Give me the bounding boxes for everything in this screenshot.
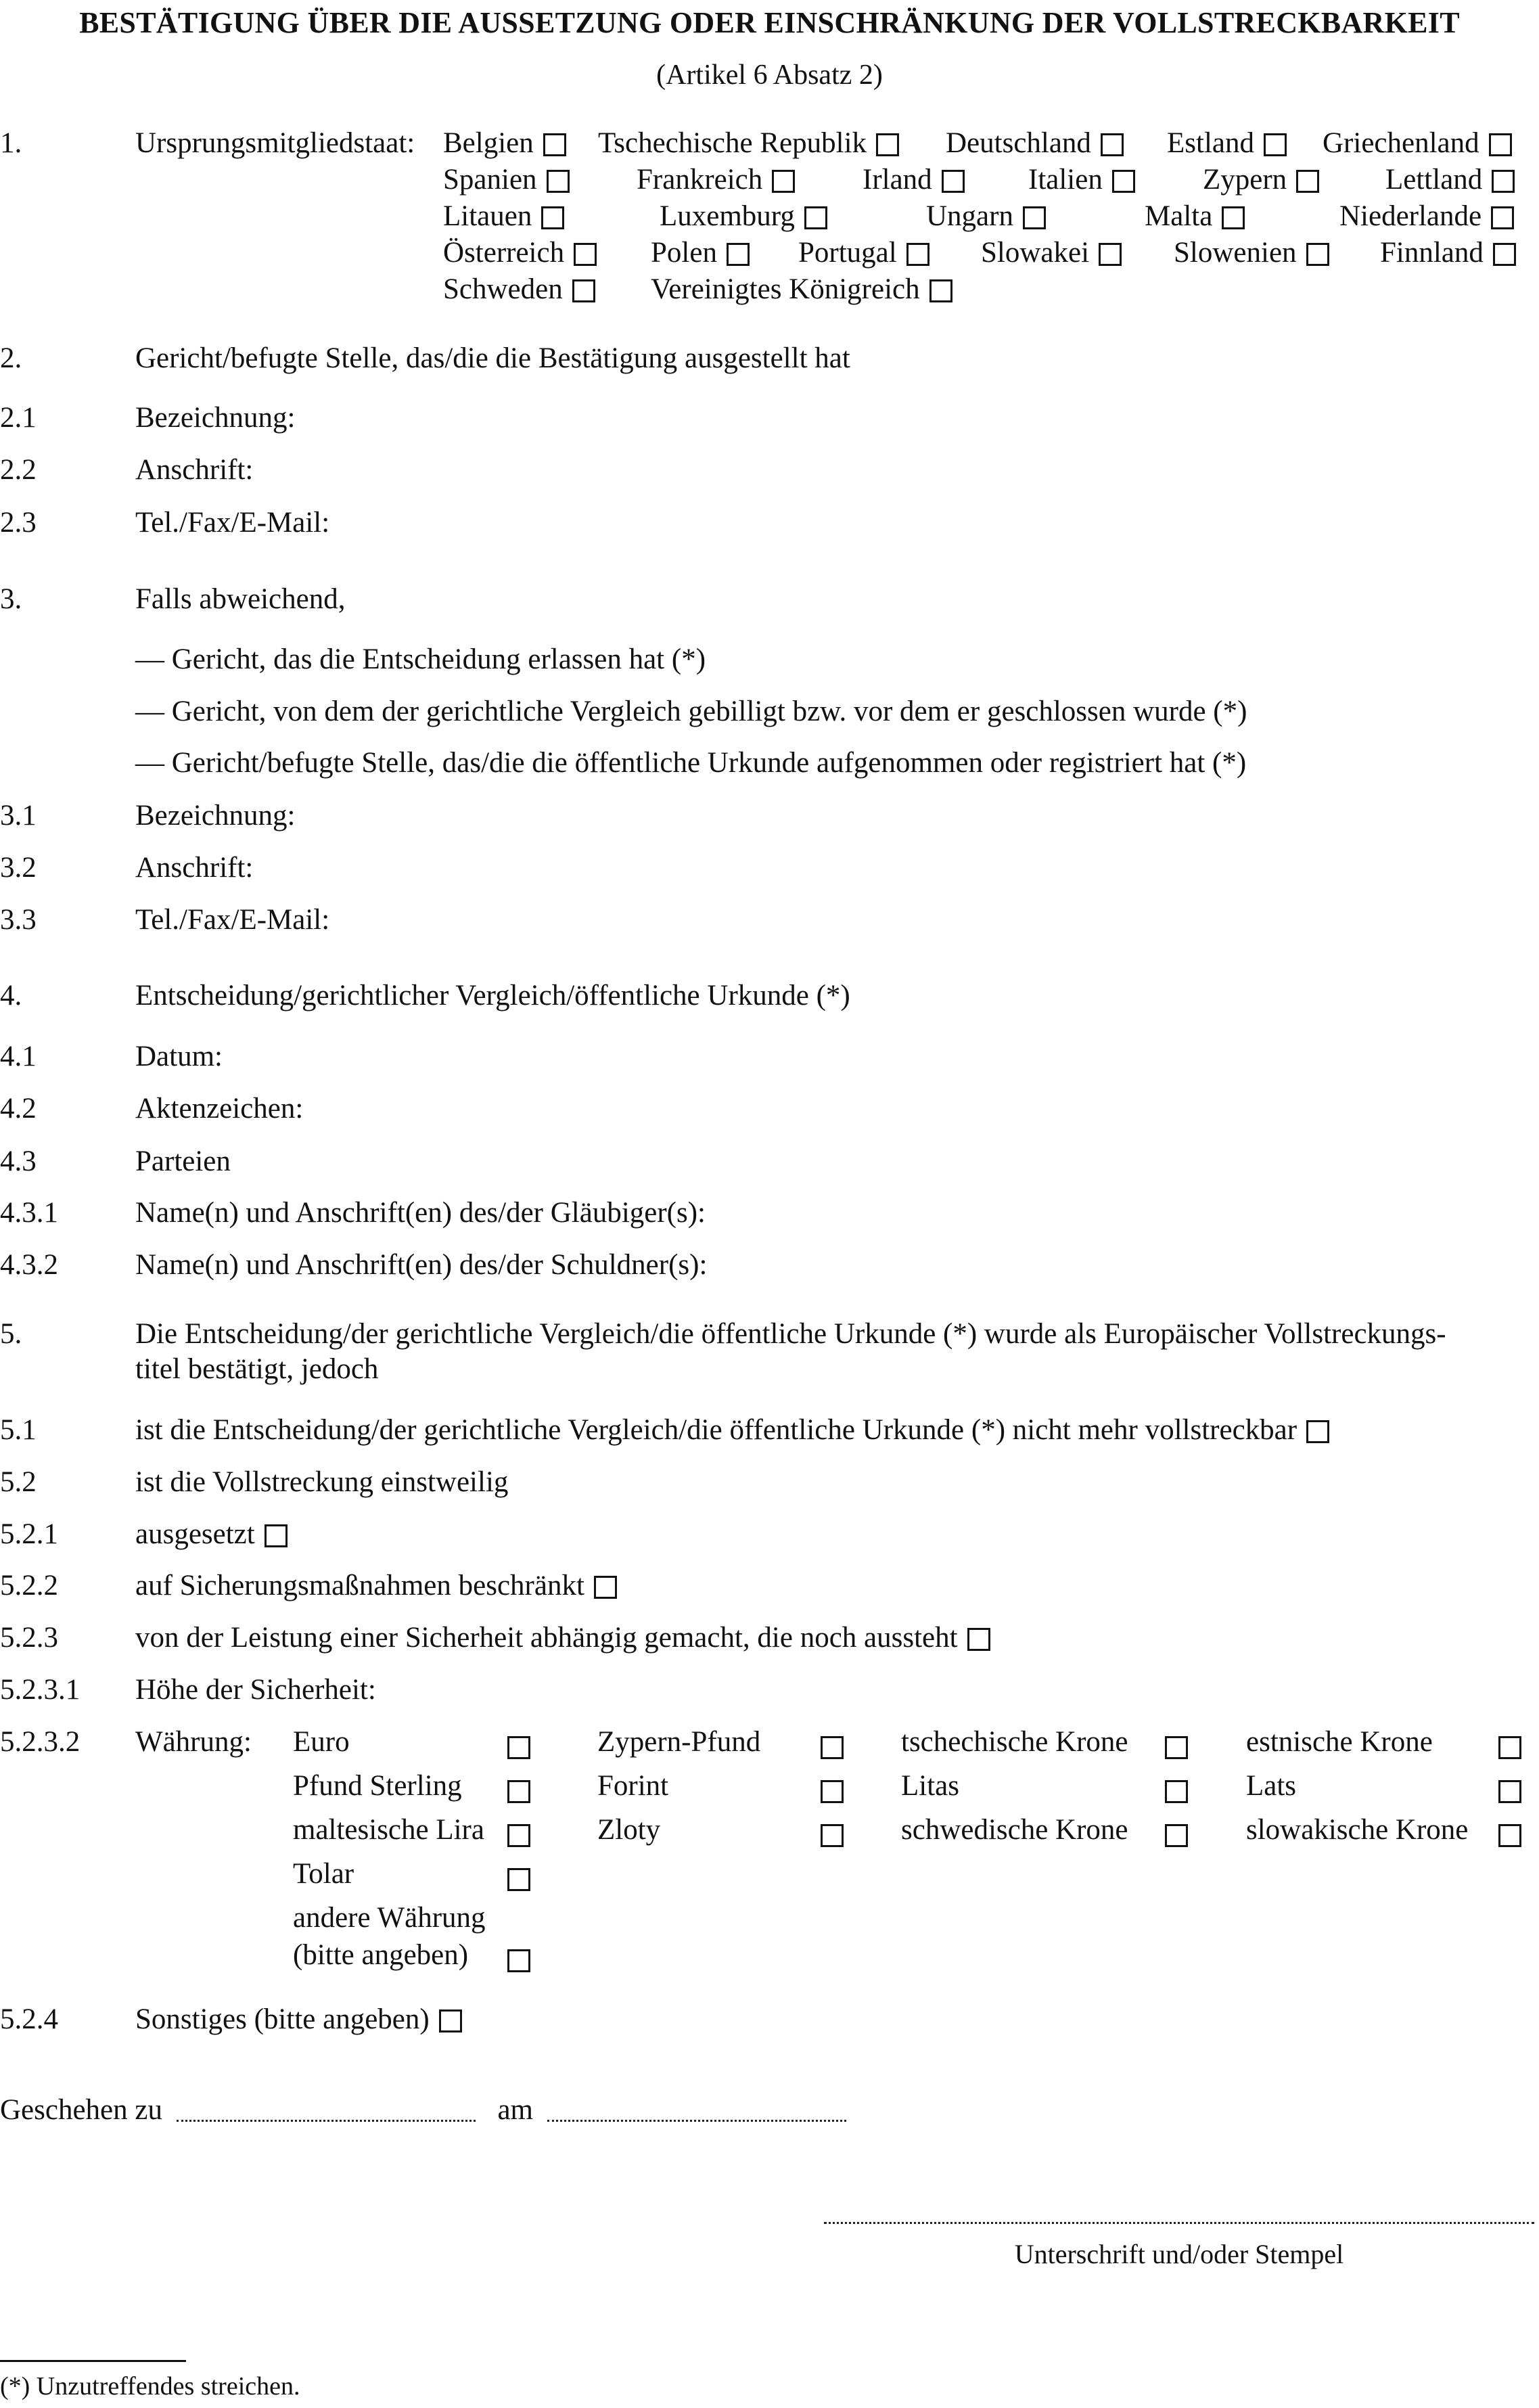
option-line[interactable] xyxy=(135,1623,990,1652)
country-option[interactable]: Finnland xyxy=(1380,238,1516,267)
footnote-divider xyxy=(0,2360,186,2362)
section-number: 1. xyxy=(0,127,22,159)
checkbox[interactable] xyxy=(1306,1420,1329,1443)
section-4-2 xyxy=(0,1094,1539,1128)
currency-option-label: Forint xyxy=(597,1770,669,1802)
checkbox[interactable] xyxy=(772,170,795,193)
country-option[interactable]: Schweden xyxy=(443,275,595,304)
currency-option-label: tschechische Krone xyxy=(901,1726,1128,1758)
field-label: Anschrift: xyxy=(135,852,254,884)
checkbox[interactable] xyxy=(929,279,952,302)
checkbox[interactable] xyxy=(1264,133,1287,156)
section-5-continued xyxy=(0,1355,1539,1388)
section-4-1 xyxy=(0,1042,1539,1076)
date-label: am xyxy=(497,2094,534,2126)
country-option[interactable]: Österreich xyxy=(443,238,597,267)
checkbox[interactable] xyxy=(1306,243,1329,266)
date-input[interactable] xyxy=(547,2095,846,2122)
section-number: 4.2 xyxy=(0,1093,37,1125)
country-option[interactable]: Malta xyxy=(1145,202,1245,231)
country-option[interactable]: Griechenland xyxy=(1323,129,1512,158)
field-label: Tel./Fax/E-Mail: xyxy=(135,507,330,539)
checkbox[interactable] xyxy=(541,206,564,229)
checkbox[interactable] xyxy=(821,1824,844,1847)
country-option[interactable]: Tschechische Republik xyxy=(598,129,899,158)
section-number: 2.1 xyxy=(0,402,37,434)
checkbox[interactable] xyxy=(821,1736,844,1759)
section-3-1 xyxy=(0,801,1539,835)
section-4-3-1 xyxy=(0,1198,1539,1232)
section-number: 3.3 xyxy=(0,904,37,936)
checkbox[interactable] xyxy=(1222,206,1245,229)
currency-option-label: Lats xyxy=(1246,1770,1297,1802)
section-number: 5.2.3.1 xyxy=(0,1674,81,1706)
currency-option-label: Zypern-Pfund xyxy=(597,1726,761,1758)
field-label: Name(n) und Anschrift(en) des/der Gläubiger(s): xyxy=(135,1197,706,1229)
currency-option-label: Tolar xyxy=(293,1858,354,1890)
checkbox[interactable] xyxy=(507,1736,530,1759)
checkbox[interactable] xyxy=(1101,133,1124,156)
section-3-3 xyxy=(0,905,1539,939)
option-label: Sonstiges (bitte angeben) xyxy=(135,2003,430,2035)
country-option[interactable]: Irland xyxy=(863,165,965,194)
document-title: BESTÄTIGUNG ÜBER DIE AUSSETZUNG ODER EINSCHRÄNKUNG DER VOLLSTRECKBARKEIT xyxy=(79,6,1460,39)
checkbox[interactable] xyxy=(727,243,750,266)
field-label: ist die Vollstreckung einstweilig xyxy=(135,1466,509,1498)
section-5-2-3-1 xyxy=(0,1675,1539,1709)
option-label: auf Sicherungsmaßnahmen beschränkt xyxy=(135,1570,584,1601)
section-number: 3.2 xyxy=(0,852,37,884)
section-number: 5.2.1 xyxy=(0,1518,58,1550)
section-number: 3. xyxy=(0,583,22,615)
checkbox[interactable] xyxy=(574,243,597,266)
checkbox[interactable] xyxy=(543,133,566,156)
currency-option-label: schwedische Krone xyxy=(901,1814,1128,1846)
country-option[interactable]: Litauen xyxy=(443,202,564,231)
section-4-3-2 xyxy=(0,1250,1539,1284)
section-heading: Falls abweichend, xyxy=(135,583,346,615)
country-option[interactable]: Deutschland xyxy=(946,129,1124,158)
section-number: 3.1 xyxy=(0,800,37,832)
currency-option-label: andere Währung xyxy=(293,1902,486,1934)
section-5-2-2 xyxy=(0,1571,1539,1605)
section-5 xyxy=(0,1319,1539,1353)
checkbox[interactable] xyxy=(1165,1736,1188,1759)
section-5-2-3 xyxy=(0,1623,1539,1657)
country-option[interactable]: Italien xyxy=(1028,165,1135,194)
section-2 xyxy=(0,344,1539,378)
section-heading: Gericht/befugte Stelle, das/die die Bestätigung ausgestellt hat xyxy=(135,342,850,374)
option-line[interactable] xyxy=(135,2005,462,2034)
country-option[interactable]: Spanien xyxy=(443,165,570,194)
footnote: (*) Unzutreffendes streichen. xyxy=(0,2372,300,2401)
currency-option-label: maltesische Lira xyxy=(293,1814,484,1846)
checkbox[interactable] xyxy=(1165,1824,1188,1847)
section-5-1 xyxy=(0,1415,1539,1449)
checkbox[interactable] xyxy=(1498,1824,1521,1847)
section-5-2-1 xyxy=(0,1520,1539,1553)
section-number: 4.3.2 xyxy=(0,1249,58,1281)
field-label: Bezeichnung: xyxy=(135,800,296,832)
checkbox[interactable] xyxy=(1491,206,1514,229)
place-input[interactable] xyxy=(177,2095,476,2122)
currency-label: Währung: xyxy=(135,1726,252,1758)
section-number: 4.3 xyxy=(0,1145,37,1177)
currency-option-label: Litas xyxy=(901,1770,959,1802)
country-option[interactable]: Zypern xyxy=(1203,165,1319,194)
section-5-2-4 xyxy=(0,2005,1539,2039)
checkbox[interactable] xyxy=(547,170,570,193)
currency-option-label: Zloty xyxy=(597,1814,661,1846)
section-number: 5.2.4 xyxy=(0,2003,58,2035)
checkbox[interactable] xyxy=(1498,1736,1521,1759)
option-line[interactable] xyxy=(135,1520,288,1549)
section-3 xyxy=(0,585,1539,618)
currency-option-label: Euro xyxy=(293,1726,350,1758)
checkbox[interactable] xyxy=(1492,170,1515,193)
section-4-3 xyxy=(0,1147,1539,1181)
checkbox[interactable] xyxy=(265,1524,288,1547)
option-line[interactable] xyxy=(135,1415,1329,1445)
dash-item: — Gericht, von dem der gerichtliche Vergleich gebilligt bzw. vor dem er geschlossen wurde (*) xyxy=(135,696,1247,727)
country-option[interactable]: Luxemburg xyxy=(660,202,827,231)
section-heading: Entscheidung/gerichtlicher Vergleich/öffentliche Urkunde (*) xyxy=(135,980,850,1012)
section-heading: Die Entscheidung/der gerichtliche Vergleich/die öffentliche Urkunde (*) wurde als Europäischer Vollstreckungs- xyxy=(135,1318,1446,1350)
section-4 xyxy=(0,981,1539,1015)
checkbox[interactable] xyxy=(1498,1780,1521,1803)
section-number: 4.1 xyxy=(0,1041,37,1072)
option-label: ausgesetzt xyxy=(135,1518,255,1550)
place-date-line xyxy=(0,2095,846,2125)
field-label: Tel./Fax/E-Mail: xyxy=(135,904,330,936)
field-label: Aktenzeichen: xyxy=(135,1093,304,1125)
field-label: Anschrift: xyxy=(135,454,254,486)
currency-option-label: estnische Krone xyxy=(1246,1726,1433,1758)
checkbox[interactable] xyxy=(1296,170,1319,193)
section-number: 4. xyxy=(0,980,22,1012)
checkbox[interactable] xyxy=(1493,243,1516,266)
document-subtitle: (Artikel 6 Absatz 2) xyxy=(656,60,883,91)
section-number: 5.1 xyxy=(0,1414,37,1446)
checkbox[interactable] xyxy=(507,1824,530,1847)
section-5-2 xyxy=(0,1468,1539,1501)
section-heading-line2: titel bestätigt, jedoch xyxy=(135,1353,379,1385)
option-label: von der Leistung einer Sicherheit abhängig gemacht, die noch aussteht xyxy=(135,1622,958,1654)
section-number: 5.2.3 xyxy=(0,1622,58,1654)
option-label: ist die Entscheidung/der gerichtliche Vergleich/die öffentliche Urkunde (*) nicht mehr vollstreckbar xyxy=(135,1414,1297,1446)
section-2-3 xyxy=(0,508,1539,542)
section-number: 4.3.1 xyxy=(0,1197,58,1229)
section-2-2 xyxy=(0,455,1539,489)
checkbox[interactable] xyxy=(821,1780,844,1803)
section-2-1 xyxy=(0,403,1539,437)
country-option[interactable]: Estland xyxy=(1167,129,1287,158)
checkbox[interactable] xyxy=(507,1949,530,1972)
field-label: Bezeichnung: xyxy=(135,402,296,434)
checkbox[interactable] xyxy=(967,1628,990,1651)
currency-option-label: slowakische Krone xyxy=(1246,1814,1469,1846)
checkbox[interactable] xyxy=(942,170,965,193)
section-3-option xyxy=(0,645,1539,679)
checkbox[interactable] xyxy=(804,206,827,229)
checkbox[interactable] xyxy=(1099,243,1122,266)
country-option[interactable]: Slowakei xyxy=(981,238,1122,267)
country-option[interactable]: Lettland xyxy=(1385,165,1515,194)
checkbox[interactable] xyxy=(439,2009,462,2032)
country-option[interactable]: Portugal xyxy=(798,238,929,267)
field-label: Name(n) und Anschrift(en) des/der Schuldner(s): xyxy=(135,1249,708,1281)
checkbox[interactable] xyxy=(507,1780,530,1803)
country-option[interactable]: Niederlande xyxy=(1339,202,1514,231)
checkbox[interactable] xyxy=(1165,1780,1188,1803)
country-option[interactable]: Belgien xyxy=(443,129,566,158)
currency-option-label: Pfund Sterling xyxy=(293,1770,462,1802)
checkbox[interactable] xyxy=(1489,133,1512,156)
section-number: 2.2 xyxy=(0,454,37,486)
checkbox[interactable] xyxy=(1023,206,1046,229)
section-number: 5.2 xyxy=(0,1466,37,1498)
section-number: 5.2.3.2 xyxy=(0,1726,81,1758)
place-label: Geschehen zu xyxy=(0,2094,162,2126)
country-option[interactable]: Slowenien xyxy=(1174,238,1329,267)
option-line[interactable] xyxy=(135,1571,617,1600)
dash-item: — Gericht, das die Entscheidung erlassen hat (*) xyxy=(135,643,706,675)
country-option[interactable]: Vereinigtes Königreich xyxy=(651,275,952,304)
section-number: 2. xyxy=(0,342,22,374)
checkbox[interactable] xyxy=(906,243,929,266)
section-number: 5.2.2 xyxy=(0,1570,58,1601)
country-option[interactable]: Ungarn xyxy=(926,202,1046,231)
checkbox[interactable] xyxy=(507,1868,530,1891)
field-label: Höhe der Sicherheit: xyxy=(135,1674,376,1706)
origin-state-label: Ursprungsmitgliedstaat: xyxy=(135,127,415,159)
checkbox[interactable] xyxy=(594,1576,617,1599)
dash-item: — Gericht/befugte Stelle, das/die die öffentliche Urkunde aufgenommen oder registriert hat (*) xyxy=(135,747,1247,779)
section-3-option xyxy=(0,748,1539,782)
signature-label: Unterschrift und/oder Stempel xyxy=(1014,2239,1344,2269)
checkbox[interactable] xyxy=(572,279,595,302)
section-3-2 xyxy=(0,853,1539,887)
currency-option-label: (bitte angeben) xyxy=(293,1939,469,1971)
field-label: Parteien xyxy=(135,1145,231,1177)
field-label: Datum: xyxy=(135,1041,223,1072)
section-number: 2.3 xyxy=(0,507,37,539)
country-option[interactable]: Frankreich xyxy=(637,165,795,194)
checkbox[interactable] xyxy=(1112,170,1135,193)
section-number: 5. xyxy=(0,1318,22,1350)
section-3-option xyxy=(0,697,1539,731)
signature-line[interactable] xyxy=(824,2198,1534,2224)
country-option[interactable]: Polen xyxy=(651,238,750,267)
checkbox[interactable] xyxy=(876,133,899,156)
